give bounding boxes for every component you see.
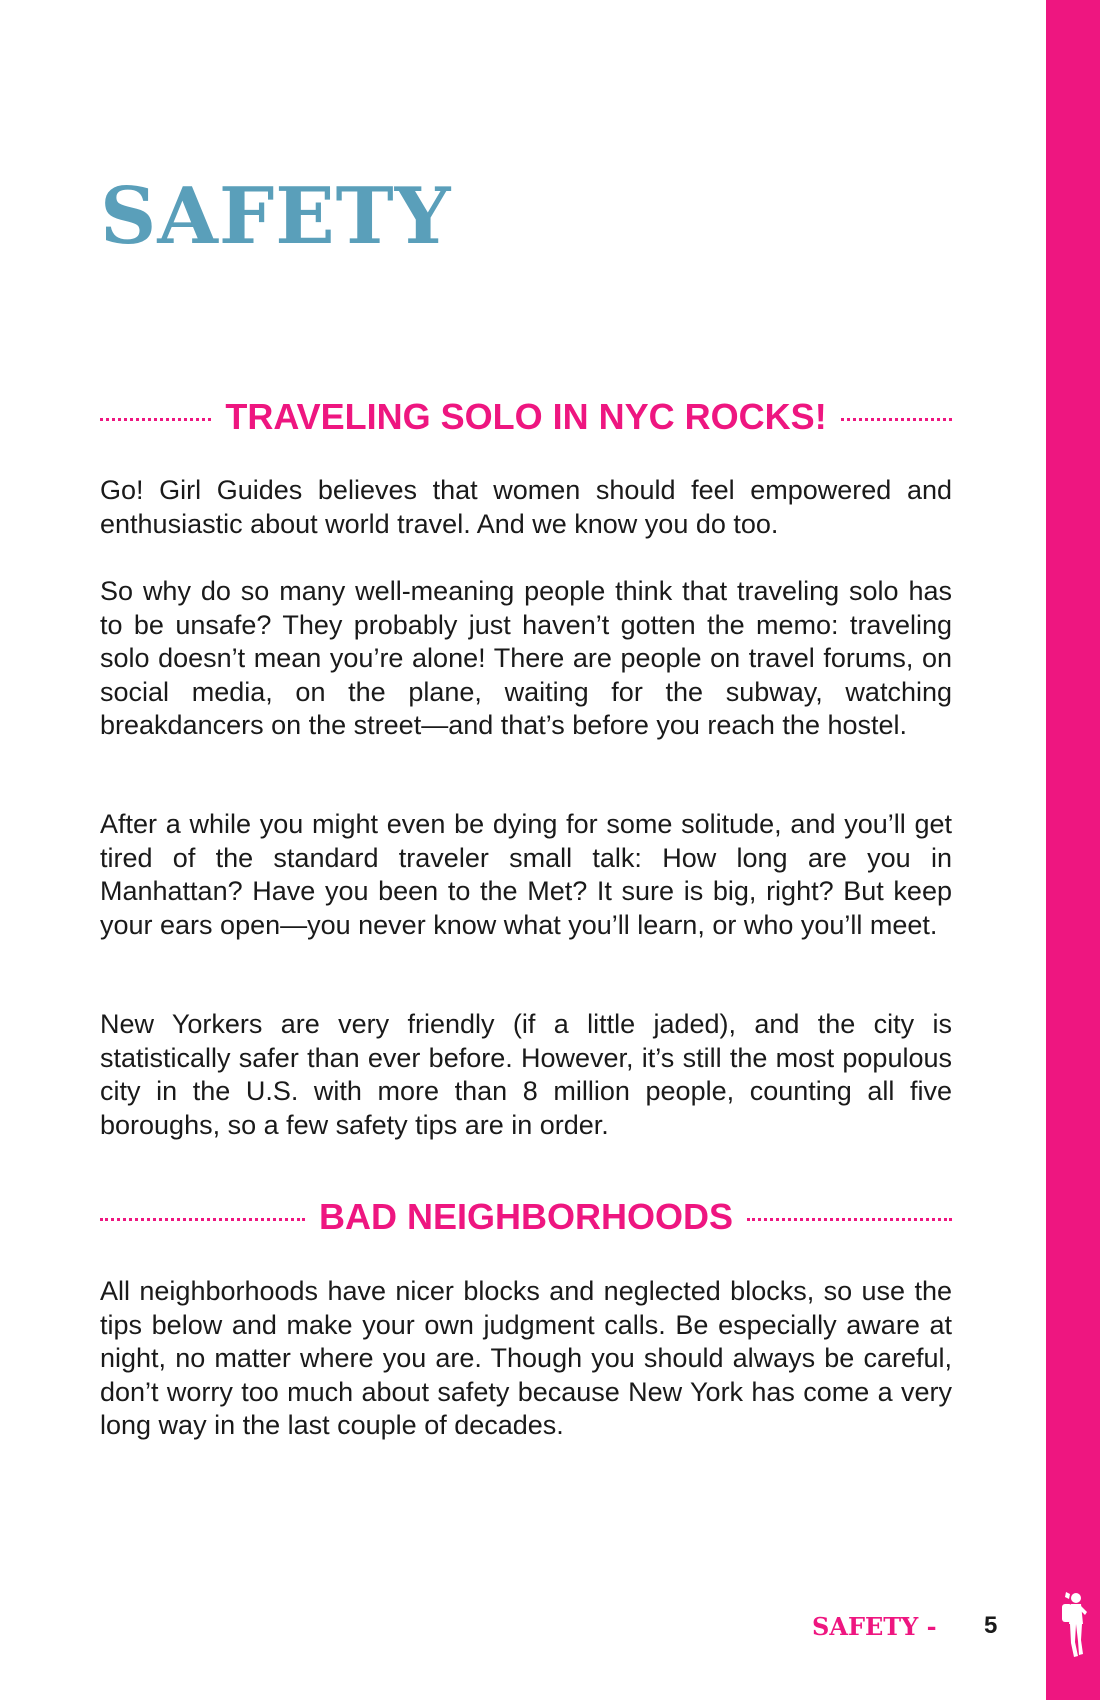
paragraph: After a while you might even be dying for some solitude, and you’ll get tired of the standard traveler small talk: How long are you in Manhattan? Have you been to the Met? It sure is big, right? But keep your ears open—you never know what you’ll learn, or who you’ll meet. (100, 809, 952, 940)
dotted-rule-right (841, 418, 952, 421)
section-heading-bad-neighborhoods (100, 1196, 952, 1238)
dotted-rule-right (747, 1218, 952, 1221)
section-heading-text: TRAVELING SOLO IN NYC ROCKS! (225, 396, 827, 437)
chapter-title: SAFETY (100, 171, 452, 262)
paragraph: All neighborhoods have nicer blocks and neglected blocks, so use the tips below and make your own judgment calls. Be especially aware at night, no matter where you are. Though you should always be careful, don’t worry too much about safety because New York has come a very long way in the last couple of decades. (100, 1276, 952, 1440)
paragraph: So why do so many well-meaning people think that traveling solo has to be unsafe? They probably just haven’t gotten the memo: traveling solo doesn’t mean you’re alone! There are people on travel forums, on social media, on the plane, waiting for the subway, watching breakdancers on the street—and that’s before you reach the hostel. (100, 576, 952, 740)
section-heading-text: BAD NEIGHBORHOODS (318, 1196, 734, 1237)
dotted-rule-left (100, 1218, 305, 1221)
side-color-bar (1046, 0, 1100, 1700)
footer-section-label: SAFETY - (812, 1612, 937, 1641)
section-heading-traveling-solo (100, 396, 952, 438)
page-number: 5 (984, 1612, 998, 1639)
paragraph: Go! Girl Guides believes that women should feel empowered and enthusiastic about world travel. And we know you do too. (100, 475, 952, 539)
dotted-rule-left (100, 418, 211, 421)
paragraph: New Yorkers are very friendly (if a little jaded), and the city is statistically safer than ever before. However, it’s still the most populous city in the U.S. with more than 8 million people, counting all five boroughs, so a few safety tips are in order. (100, 1009, 952, 1140)
backpacker-figure-icon (1056, 1590, 1090, 1660)
